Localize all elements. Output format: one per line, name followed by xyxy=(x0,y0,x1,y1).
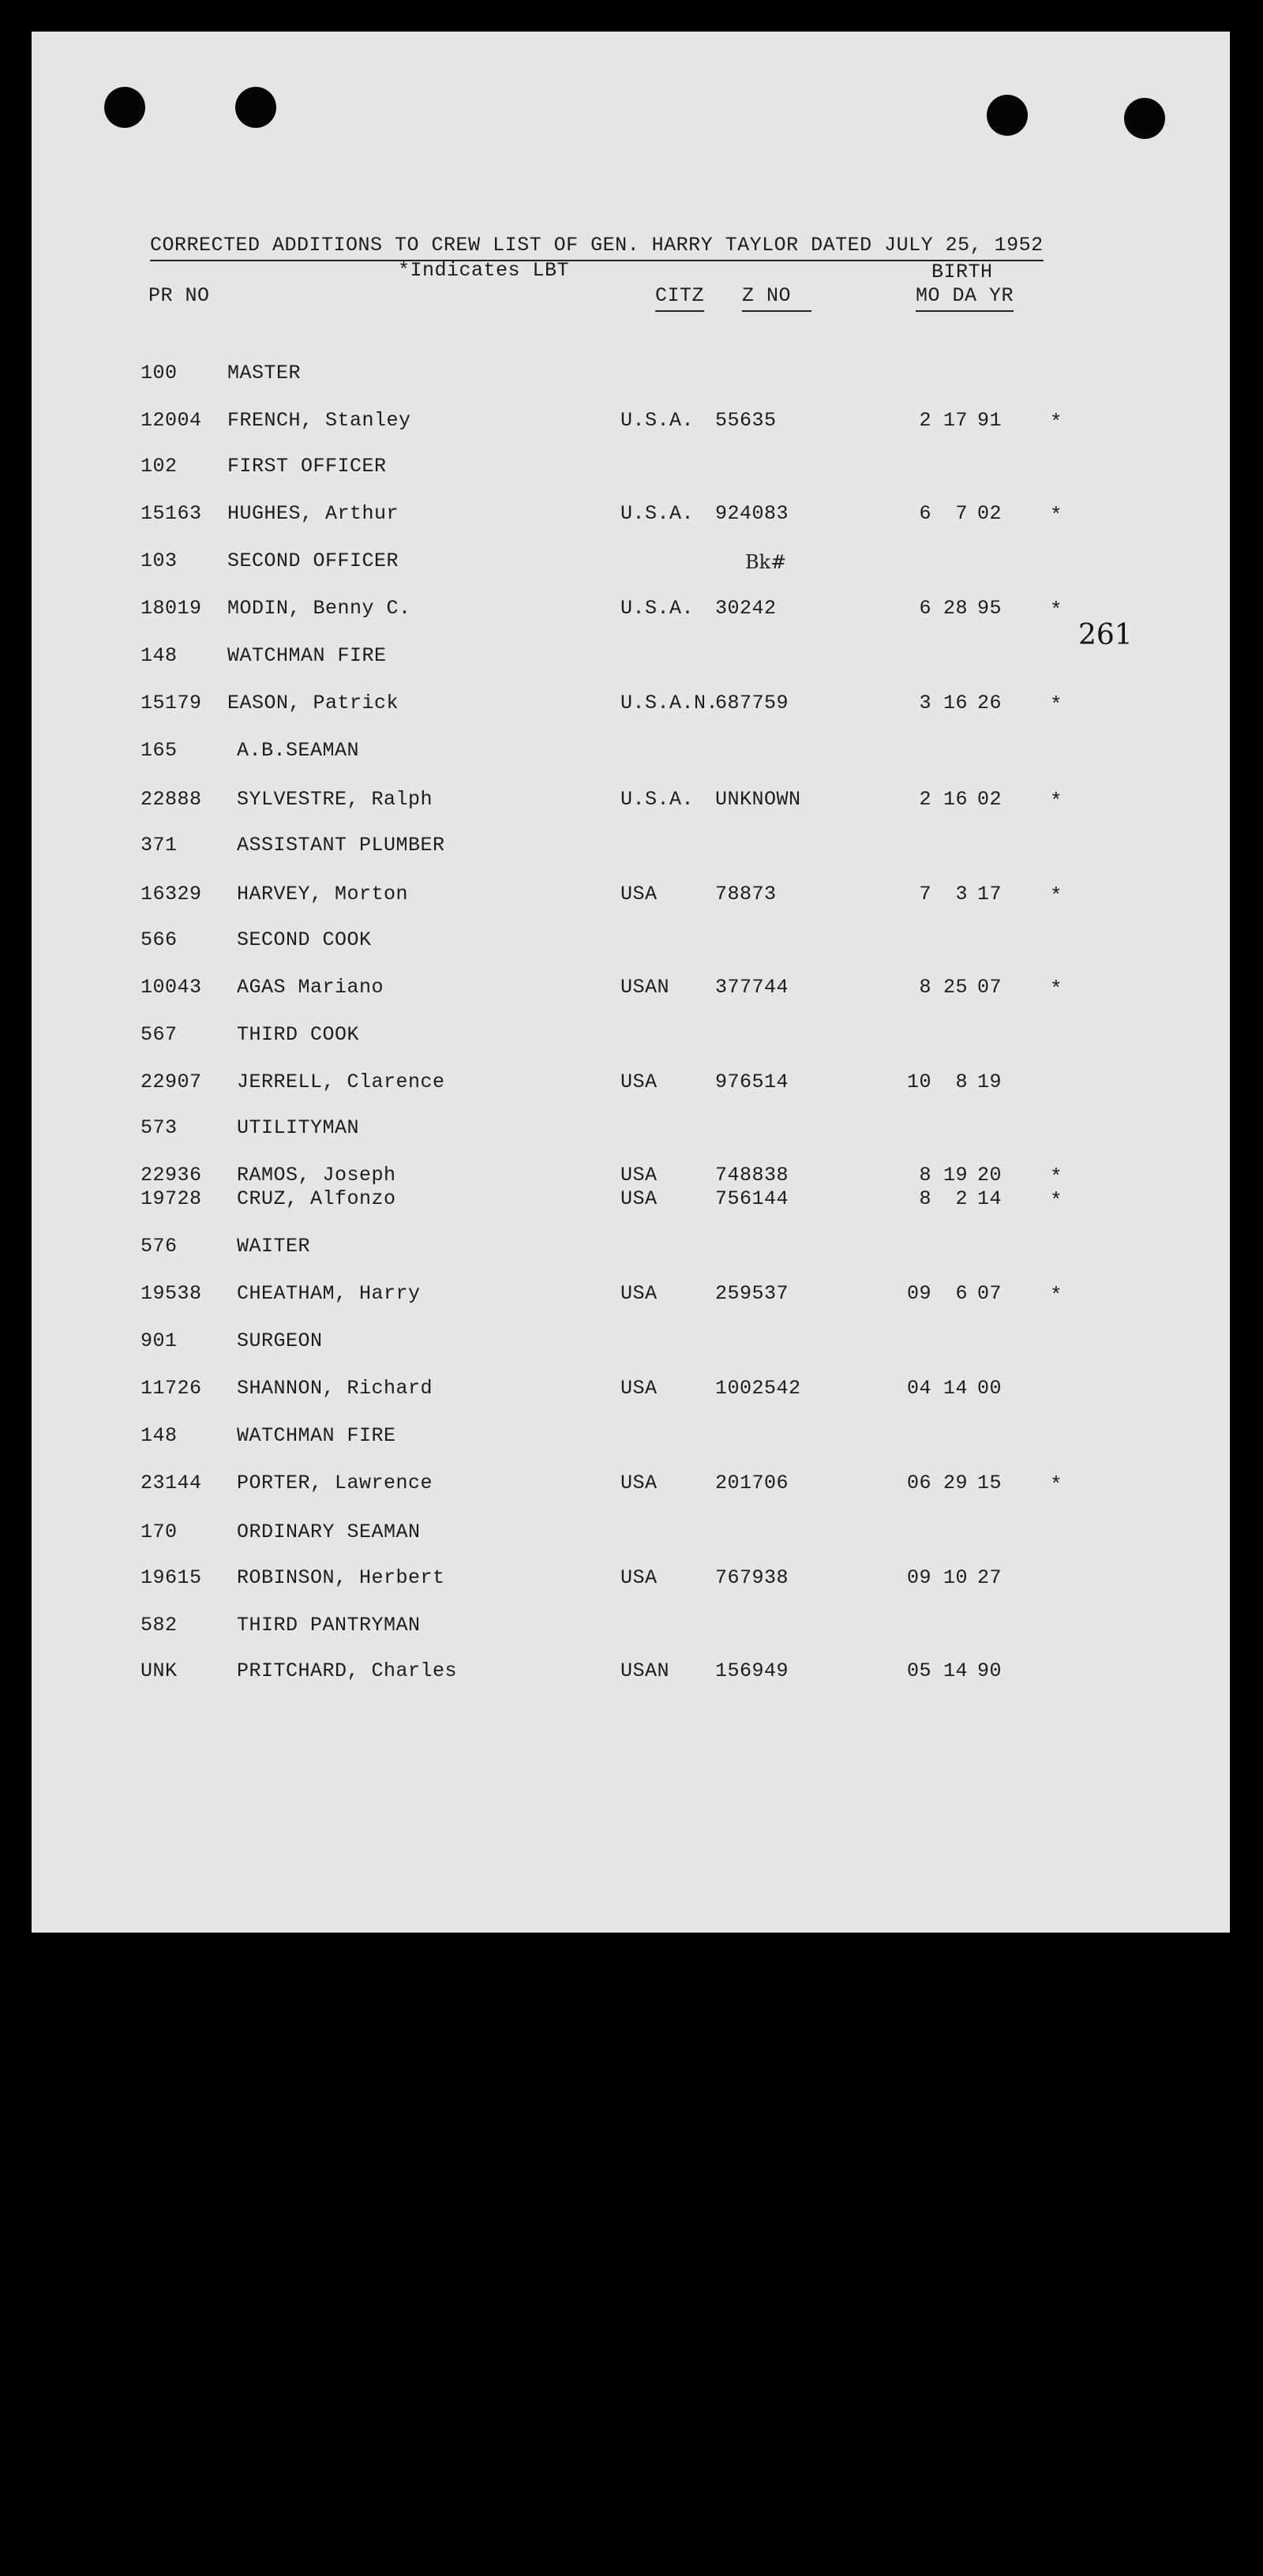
position-code: 567 xyxy=(141,1023,178,1046)
crew-pr-number: 23144 xyxy=(141,1472,202,1494)
birth-year: 17 xyxy=(977,883,1003,906)
birth-date-header: MO DA YR xyxy=(916,284,1014,312)
birth-month: 7 xyxy=(919,883,931,906)
birth-year: 02 xyxy=(977,502,1003,525)
punch-hole xyxy=(987,95,1028,136)
birth-day: 16 xyxy=(943,788,968,811)
crew-pr-number: 10043 xyxy=(141,976,202,999)
crew-pr-number: 19728 xyxy=(141,1187,202,1210)
position-title: SECOND OFFICER xyxy=(227,549,399,572)
position-code: 582 xyxy=(141,1614,178,1637)
birth-month: 2 xyxy=(919,409,931,432)
birth-day: 28 xyxy=(943,597,968,620)
birth-day: 14 xyxy=(943,1377,968,1400)
crew-name: MODIN, Benny C. xyxy=(227,597,411,620)
crew-citizenship: USA xyxy=(620,1566,658,1589)
lbt-mark: * xyxy=(1050,598,1062,622)
crew-z-number: 201706 xyxy=(715,1472,789,1494)
crew-name: FRENCH, Stanley xyxy=(227,409,411,432)
position-code: 566 xyxy=(141,928,178,951)
lbt-mark: * xyxy=(1050,884,1062,908)
crew-z-number: 924083 xyxy=(715,502,789,525)
page-number: 261 xyxy=(1078,619,1133,651)
position-code: 148 xyxy=(141,1424,178,1447)
position-title: MASTER xyxy=(227,362,302,384)
crew-citizenship: USAN xyxy=(620,976,670,999)
lbt-mark: * xyxy=(1050,1165,1062,1189)
birth-day: 16 xyxy=(943,692,968,714)
position-code: 102 xyxy=(141,455,178,478)
birth-day: 7 xyxy=(955,502,968,525)
crew-citizenship: USAN xyxy=(620,1659,670,1682)
lbt-mark: * xyxy=(1050,1189,1062,1213)
position-title: SURGEON xyxy=(237,1329,323,1352)
lbt-mark: * xyxy=(1050,789,1062,813)
position-code: 100 xyxy=(141,362,178,384)
crew-citizenship: USA xyxy=(620,883,658,906)
birth-year: 20 xyxy=(977,1164,1003,1187)
birth-month: 2 xyxy=(919,788,931,811)
birth-month: 8 xyxy=(919,1164,931,1187)
birth-year: 07 xyxy=(977,1282,1003,1305)
position-code: 148 xyxy=(141,644,178,667)
birth-day: 10 xyxy=(943,1566,968,1589)
position-title: THIRD PANTRYMAN xyxy=(237,1614,421,1637)
position-title: SECOND COOK xyxy=(237,928,372,951)
birth-header: BIRTH xyxy=(931,261,993,283)
birth-month: 09 xyxy=(906,1566,931,1589)
birth-month: 09 xyxy=(906,1282,931,1305)
crew-pr-number: UNK xyxy=(141,1659,178,1682)
crew-pr-number: 16329 xyxy=(141,883,202,906)
position-title: ASSISTANT PLUMBER xyxy=(237,834,445,857)
citz-header: CITZ xyxy=(655,284,704,312)
position-title: WATCHMAN FIRE xyxy=(227,644,387,667)
position-title: UTILITYMAN xyxy=(237,1116,360,1139)
birth-year: 90 xyxy=(977,1659,1003,1682)
position-title: ORDINARY SEAMAN xyxy=(237,1520,421,1543)
birth-day: 17 xyxy=(943,409,968,432)
birth-month: 8 xyxy=(919,1187,931,1210)
crew-name: ROBINSON, Herbert xyxy=(237,1566,445,1589)
document-title: CORRECTED ADDITIONS TO CREW LIST OF GEN. HARRY TAYLOR DATED JULY 25, 1952 xyxy=(150,234,1044,261)
lbt-mark: * xyxy=(1050,693,1062,717)
position-code: 371 xyxy=(141,834,178,857)
crew-z-number: 976514 xyxy=(715,1071,789,1093)
crew-name: HARVEY, Morton xyxy=(237,883,409,906)
crew-pr-number: 11726 xyxy=(141,1377,202,1400)
crew-pr-number: 12004 xyxy=(141,409,202,432)
crew-name: RAMOS, Joseph xyxy=(237,1164,396,1187)
crew-name: CRUZ, Alfonzo xyxy=(237,1187,396,1210)
crew-citizenship: USA xyxy=(620,1187,658,1210)
birth-day: 25 xyxy=(943,976,968,999)
birth-month: 3 xyxy=(919,692,931,714)
crew-citizenship: USA xyxy=(620,1282,658,1305)
crew-z-number: 756144 xyxy=(715,1187,789,1210)
crew-name: CHEATHAM, Harry xyxy=(237,1282,421,1305)
z-no-header: Z NO xyxy=(742,284,811,312)
position-title: FIRST OFFICER xyxy=(227,455,387,478)
birth-year: 27 xyxy=(977,1566,1003,1589)
crew-name: SHANNON, Richard xyxy=(237,1377,433,1400)
crew-pr-number: 22888 xyxy=(141,788,202,811)
crew-z-number: 377744 xyxy=(715,976,789,999)
crew-name: EASON, Patrick xyxy=(227,692,399,714)
punch-hole xyxy=(235,87,276,128)
birth-year: 19 xyxy=(977,1071,1003,1093)
birth-day: 6 xyxy=(955,1282,968,1305)
document-page xyxy=(32,32,1230,1933)
punch-hole xyxy=(104,87,145,128)
crew-z-number: 78873 xyxy=(715,883,777,906)
birth-year: 95 xyxy=(977,597,1003,620)
birth-year: 26 xyxy=(977,692,1003,714)
lbt-mark: * xyxy=(1050,977,1062,1001)
birth-month: 04 xyxy=(906,1377,931,1400)
crew-z-number: 1002542 xyxy=(715,1377,801,1400)
birth-month: 10 xyxy=(906,1071,931,1093)
position-title: WAITER xyxy=(237,1235,311,1258)
crew-pr-number: 15179 xyxy=(141,692,202,714)
crew-citizenship: USA xyxy=(620,1164,658,1187)
crew-citizenship: U.S.A. xyxy=(620,409,695,432)
pr-no-header: PR NO xyxy=(148,284,210,307)
position-code: 103 xyxy=(141,549,178,572)
birth-year: 91 xyxy=(977,409,1003,432)
crew-citizenship: USA xyxy=(620,1071,658,1093)
lbt-mark: * xyxy=(1050,1284,1062,1307)
crew-citizenship: USA xyxy=(620,1377,658,1400)
birth-year: 14 xyxy=(977,1187,1003,1210)
lbt-mark: * xyxy=(1050,1473,1062,1497)
crew-z-number: 748838 xyxy=(715,1164,789,1187)
crew-name: SYLVESTRE, Ralph xyxy=(237,788,433,811)
position-title: THIRD COOK xyxy=(237,1023,360,1046)
crew-z-number: 55635 xyxy=(715,409,777,432)
birth-month: 06 xyxy=(906,1472,931,1494)
crew-z-number: UNKNOWN xyxy=(715,788,801,811)
crew-z-number: 30242 xyxy=(715,597,777,620)
crew-name: AGAS Mariano xyxy=(237,976,384,999)
birth-year: 00 xyxy=(977,1377,1003,1400)
crew-z-number: 687759 xyxy=(715,692,789,714)
crew-citizenship: U.S.A.N. xyxy=(620,692,719,714)
birth-day: 14 xyxy=(943,1659,968,1682)
crew-citizenship: U.S.A. xyxy=(620,502,695,525)
crew-pr-number: 19615 xyxy=(141,1566,202,1589)
birth-month: 6 xyxy=(919,597,931,620)
position-code: 165 xyxy=(141,739,178,762)
crew-z-number: 259537 xyxy=(715,1282,789,1305)
crew-z-number: 156949 xyxy=(715,1659,789,1682)
lbt-legend: *Indicates LBT xyxy=(398,259,570,282)
crew-name: JERRELL, Clarence xyxy=(237,1071,445,1093)
position-code: 573 xyxy=(141,1116,178,1139)
lbt-mark: * xyxy=(1050,411,1062,434)
bk-number-note: Bk# xyxy=(745,551,787,573)
crew-pr-number: 15163 xyxy=(141,502,202,525)
crew-citizenship: USA xyxy=(620,1472,658,1494)
position-code: 576 xyxy=(141,1235,178,1258)
birth-day: 3 xyxy=(955,883,968,906)
crew-pr-number: 18019 xyxy=(141,597,202,620)
crew-citizenship: U.S.A. xyxy=(620,788,695,811)
birth-month: 8 xyxy=(919,976,931,999)
crew-name: PRITCHARD, Charles xyxy=(237,1659,458,1682)
birth-month: 6 xyxy=(919,502,931,525)
crew-name: PORTER, Lawrence xyxy=(237,1472,433,1494)
birth-day: 19 xyxy=(943,1164,968,1187)
birth-year: 15 xyxy=(977,1472,1003,1494)
birth-day: 8 xyxy=(955,1071,968,1093)
crew-citizenship: U.S.A. xyxy=(620,597,695,620)
crew-pr-number: 22936 xyxy=(141,1164,202,1187)
position-code: 901 xyxy=(141,1329,178,1352)
crew-z-number: 767938 xyxy=(715,1566,789,1589)
position-code: 170 xyxy=(141,1520,178,1543)
lbt-mark: * xyxy=(1050,504,1062,527)
birth-month: 05 xyxy=(906,1659,931,1682)
crew-name: HUGHES, Arthur xyxy=(227,502,399,525)
birth-day: 29 xyxy=(943,1472,968,1494)
position-title: WATCHMAN FIRE xyxy=(237,1424,396,1447)
punch-hole xyxy=(1124,98,1165,139)
birth-year: 02 xyxy=(977,788,1003,811)
birth-year: 07 xyxy=(977,976,1003,999)
position-title: A.B.SEAMAN xyxy=(237,739,360,762)
crew-pr-number: 19538 xyxy=(141,1282,202,1305)
crew-pr-number: 22907 xyxy=(141,1071,202,1093)
birth-day: 2 xyxy=(955,1187,968,1210)
